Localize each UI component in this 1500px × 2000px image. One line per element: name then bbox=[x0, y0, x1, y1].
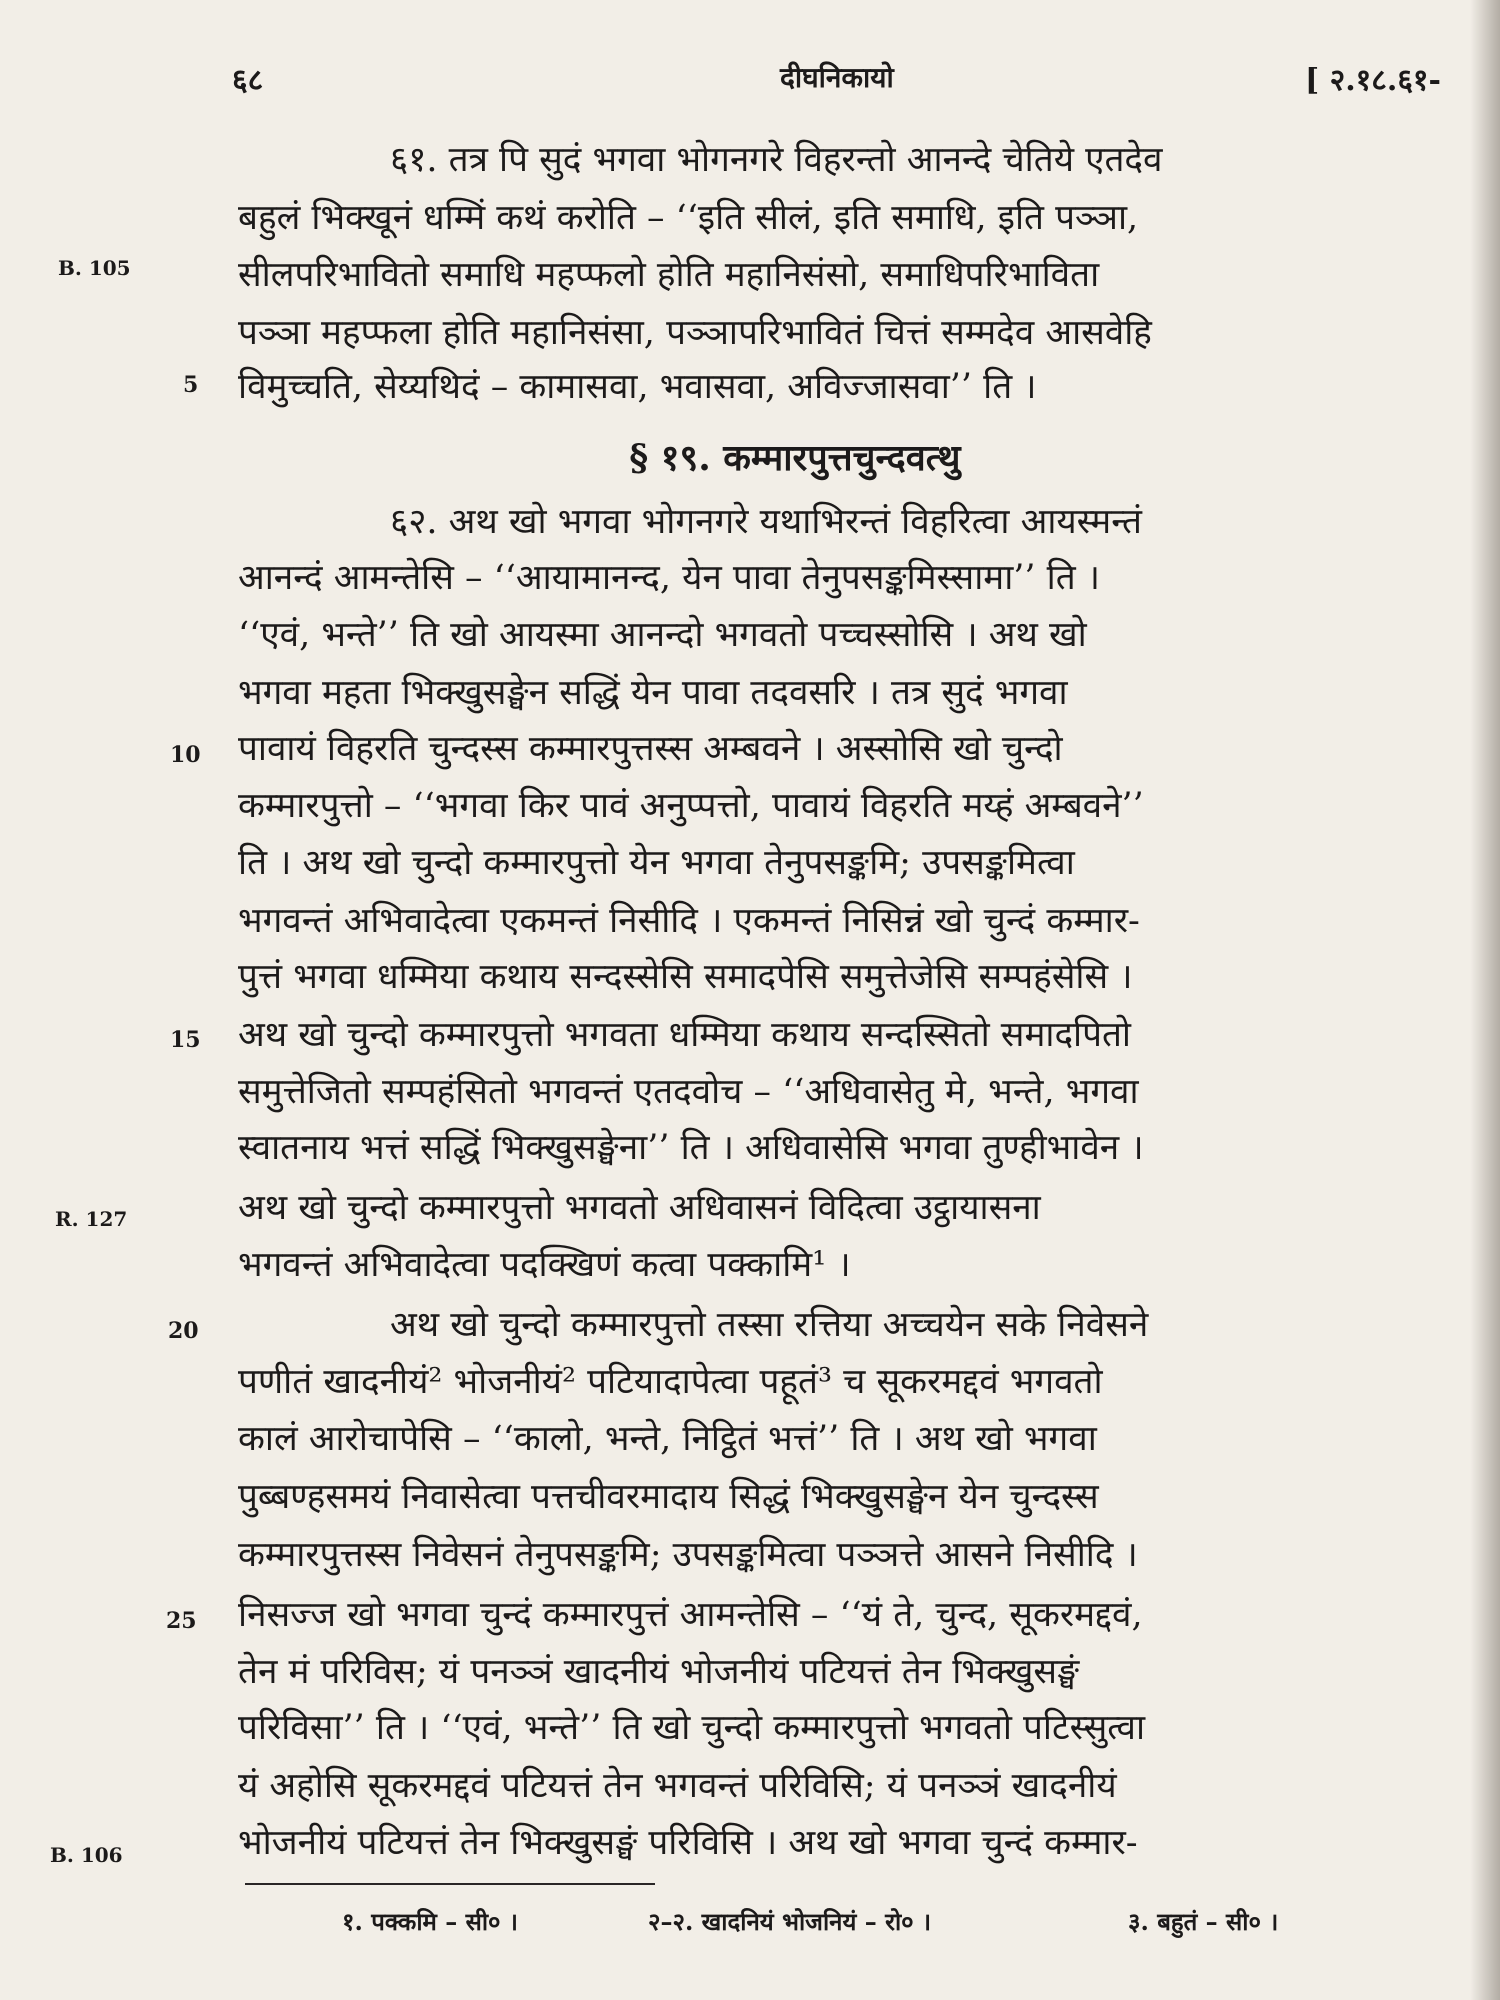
text-line: अथ खो चुन्दो कम्मारपुत्तो तस्सा रत्तिया अच्चयेन सके निवेसने bbox=[390, 1305, 1149, 1345]
text-line: ६२. अथ खो भगवा भोगनगरे यथाभिरन्तं विहरित्वा आयस्मन्तं bbox=[390, 502, 1142, 542]
page-number: ६८ bbox=[232, 63, 264, 98]
line-number: 10 bbox=[170, 742, 201, 768]
text-line: विमुच्चति, सेय्यथिदं – कामासवा, भवासवा, अविज्जासवा’’ ति । bbox=[238, 367, 1037, 407]
text-line: स्वातनाय भत्तं सद्धिं भिक्खुसङ्घेना’’ ति । अधिवासेसि भगवा तुण्हीभावेन । bbox=[238, 1128, 1144, 1168]
line-number: 20 bbox=[168, 1318, 199, 1344]
line-number: 25 bbox=[166, 1608, 197, 1634]
text-line: अथ खो चुन्दो कम्मारपुत्तो भगवतो अधिवासनं विदित्वा उट्ठायासना bbox=[238, 1188, 1041, 1228]
text-line: पुब्बण्हसमयं निवासेत्वा पत्तचीवरमादाय सिद्धं भिक्खुसङ्घेन येन चुन्दस्स bbox=[238, 1477, 1099, 1517]
margin-note: B. 106 bbox=[50, 1843, 123, 1867]
text-line: पञ्ञा महप्फला होति महानिसंसा, पञ्ञापरिभावितं चित्तं सम्मदेव आसवेहि bbox=[238, 313, 1152, 353]
text-line: निसज्ज खो भगवा चुन्दं कम्मारपुत्तं आमन्तेसि – ‘‘यं ते, चुन्द, सूकरमद्दवं, bbox=[238, 1595, 1143, 1635]
text-line: कम्मारपुत्तस्स निवेसनं तेनुपसङ्कमि; उपसङ्कमित्वा पञ्ञत्ते आसने निसीदि । bbox=[238, 1535, 1138, 1575]
text-line: ति । अथ खो चुन्दो कम्मारपुत्तो येन भगवा तेनुपसङ्कमि; उपसङ्कमित्वा bbox=[238, 843, 1075, 883]
text-line: आनन्दं आमन्तेसि – ‘‘आयामानन्द, येन पावा तेनुपसङ्कमिस्सामा’’ ति । bbox=[238, 558, 1101, 598]
section-heading: § १९. कम्मारपुत्तचुन्दवत्थु bbox=[629, 437, 961, 479]
text-line: कम्मारपुत्तो – ‘‘भगवा किर पावं अनुप्पत्तो, पावायं विहरति मय्हं अम्बवने’’ bbox=[238, 786, 1144, 826]
text-line: ‘‘एवं, भन्ते’’ ति खो आयस्मा आनन्दो भगवतो पच्चस्सोसि । अथ खो bbox=[238, 615, 1087, 655]
running-header bbox=[0, 58, 1500, 108]
text-line: सीलपरिभावितो समाधि महप्फलो होति महानिसंसो, समाधिपरिभाविता bbox=[238, 255, 1100, 295]
text-line: तेन मं परिविस; यं पनञ्ञं खादनीयं भोजनीयं पटियत्तं तेन भिक्खुसङ्घं bbox=[238, 1652, 1080, 1692]
section-reference: [ २.१८.६१- bbox=[1305, 63, 1441, 98]
text-line: पणीतं खादनीयं² भोजनीयं² पटियादापेत्वा पहूतं³ च सूकरमद्दवं भगवतो bbox=[238, 1362, 1103, 1402]
text-line: ६१. तत्र पि सुदं भगवा भोगनगरे विहरन्तो आनन्दे चेतिये एतदेव bbox=[390, 140, 1163, 180]
text-line: पुत्तं भगवा धम्मिया कथाय सन्दस्सेसि समादपेसि समुत्तेजेसि सम्पहंसेसि । bbox=[238, 957, 1133, 997]
text-line: कालं आरोचापेसि – ‘‘कालो, भन्ते, निट्ठितं भत्तं’’ ति । अथ खो भगवा bbox=[238, 1419, 1097, 1459]
line-number: 15 bbox=[170, 1027, 201, 1053]
text-line: भोजनीयं पटियत्तं तेन भिक्खुसङ्घं परिविसि । अथ खो भगवा चुन्दं कम्मार- bbox=[238, 1823, 1138, 1863]
text-line: पावायं विहरति चुन्दस्स कम्मारपुत्तस्स अम्बवने । अस्सोसि खो चुन्दो bbox=[238, 729, 1063, 769]
text-line: भगवन्तं अभिवादेत्वा पदक्खिणं कत्वा पक्कामि¹ । bbox=[238, 1245, 851, 1285]
text-line: भगवन्तं अभिवादेत्वा एकमन्तं निसीदि । एकमन्तं निसिन्नं खो चुन्दं कम्मार- bbox=[238, 901, 1140, 941]
footnote: ३. बहुतं – सी० । bbox=[1128, 1907, 1279, 1936]
footnote-rule bbox=[245, 1883, 655, 1885]
margin-note: R. 127 bbox=[55, 1207, 128, 1231]
footnote: १. पक्कमि – सी० । bbox=[342, 1907, 518, 1936]
line-number: 5 bbox=[183, 372, 199, 398]
text-line: परिविसा’’ ति । ‘‘एवं, भन्ते’’ ति खो चुन्दो कम्मारपुत्तो भगवतो पटिस्सुत्वा bbox=[238, 1708, 1146, 1748]
text-line: यं अहोसि सूकरमद्दवं पटियत्तं तेन भगवन्तं परिविसि; यं पनञ्ञं खादनीयं bbox=[238, 1766, 1117, 1806]
text-line: भगवा महता भिक्खुसङ्घेन सद्धिं येन पावा तदवसरि । तत्र सुदं भगवा bbox=[238, 673, 1068, 713]
text-line: अथ खो चुन्दो कम्मारपुत्तो भगवता धम्मिया कथाय सन्दस्सितो समादपितो bbox=[238, 1015, 1131, 1055]
running-title: दीघनिकायो bbox=[780, 61, 894, 94]
margin-note: B. 105 bbox=[58, 256, 131, 280]
text-line: समुत्तेजितो सम्पहंसितो भगवन्तं एतदवोच – ‘‘अधिवासेतु मे, भन्ते, भगवा bbox=[238, 1072, 1139, 1112]
footnote: २–२. खादनियं भोजनियं – रो० । bbox=[648, 1907, 932, 1936]
text-line: बहुलं भिक्खूनं धम्मिं कथं करोति – ‘‘इति सीलं, इति समाधि, इति पञ्ञा, bbox=[238, 198, 1139, 238]
